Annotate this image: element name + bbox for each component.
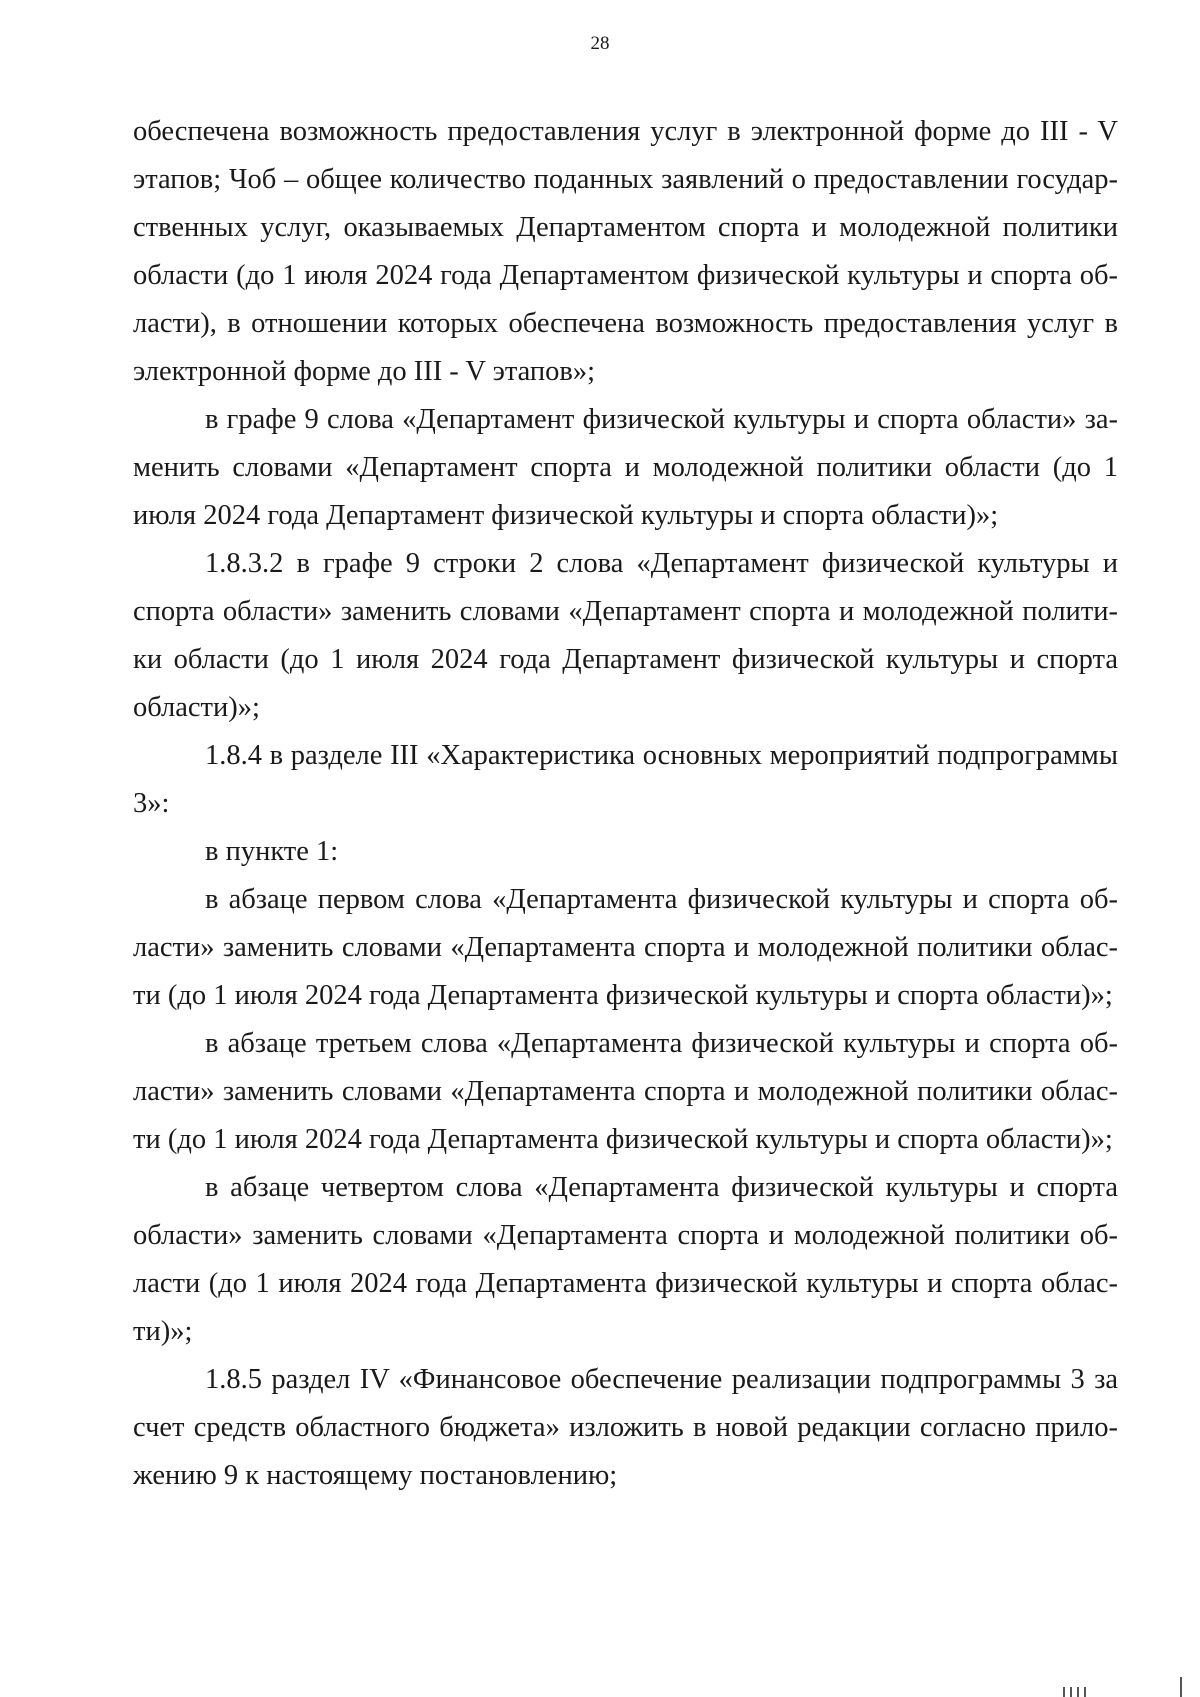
text-line: ти (до 1 июля 2024 года Департамента физической культуры и спорта области)»; <box>133 1124 1113 1155</box>
scan-mark <box>1180 1677 1182 1697</box>
paragraph <box>133 108 1118 396</box>
text-line: ки области (до 1 июля 2024 года Департамент физической культуры и спорта <box>133 644 1118 675</box>
text-line: области)»; <box>133 692 260 723</box>
text-line: ласти» заменить словами «Департамента спорта и молодежной политики облас- <box>133 932 1118 963</box>
text-line: обеспечена возможность предоставления услуг в электронной форме до III - V <box>133 116 1118 147</box>
text-line: этапов; Чоб – общее количество поданных заявлений о предоставлении государ- <box>133 164 1118 195</box>
paragraph <box>133 876 1118 1020</box>
text-line: ласти (до 1 июля 2024 года Департамента физической культуры и спорта облас- <box>133 1268 1118 1299</box>
text-line: июля 2024 года Департамент физической культуры и спорта области)»; <box>133 500 999 531</box>
text-line: ти (до 1 июля 2024 года Департамента физической культуры и спорта области)»; <box>133 980 1113 1011</box>
text-line: менить словами «Департамент спорта и молодежной политики области (до 1 <box>133 452 1118 483</box>
paragraph <box>133 540 1118 732</box>
paragraph <box>133 1020 1118 1164</box>
text-line: 1.8.5 раздел IV «Финансовое обеспечение реализации подпрограммы 3 за <box>205 1364 1118 1395</box>
text-line: области (до 1 июля 2024 года Департаментом физической культуры и спорта об- <box>133 260 1118 291</box>
text-line: в графе 9 слова «Департамент физической культуры и спорта области» за- <box>205 404 1118 435</box>
text-line: области» заменить словами «Департамента спорта и молодежной политики об- <box>133 1220 1118 1251</box>
text-line: в абзаце третьем слова «Департамента физической культуры и спорта об- <box>205 1028 1118 1059</box>
paragraph <box>133 1164 1118 1356</box>
text-line: в абзаце первом слова «Департамента физической культуры и спорта об- <box>205 884 1118 915</box>
paragraph <box>133 396 1118 540</box>
text-line: 1.8.3.2 в графе 9 строки 2 слова «Департамент физической культуры и <box>205 548 1118 579</box>
text-line: 1.8.4 в разделе III «Характеристика основных мероприятий подпрограммы <box>205 740 1118 771</box>
document-body <box>133 108 1118 1500</box>
text-line: 3»: <box>133 788 170 819</box>
text-line: ласти» заменить словами «Департамента спорта и молодежной политики облас- <box>133 1076 1118 1107</box>
paragraph <box>133 828 1118 876</box>
text-line: ласти), в отношении которых обеспечена возможность предоставления услуг в <box>133 308 1118 339</box>
text-line: счет средств областного бюджета» изложить в новой редакции согласно прило- <box>133 1412 1118 1443</box>
paragraph <box>133 1356 1118 1500</box>
text-line: жению 9 к настоящему постановлению; <box>133 1460 618 1491</box>
scan-mark <box>1070 1687 1072 1697</box>
scan-mark <box>1063 1687 1065 1697</box>
text-line: ти)»; <box>133 1316 193 1347</box>
text-line: спорта области» заменить словами «Департамент спорта и молодежной полити- <box>133 596 1118 627</box>
text-line: в абзаце четвертом слова «Департамента физической культуры и спорта <box>205 1172 1118 1203</box>
text-line: ственных услуг, оказываемых Департаментом спорта и молодежной политики <box>133 212 1118 243</box>
text-line: в пункте 1: <box>205 836 339 867</box>
scan-mark <box>1084 1687 1086 1697</box>
paragraph <box>133 732 1118 828</box>
text-line: электронной форме до III - V этапов»; <box>133 356 596 387</box>
scan-mark <box>1077 1687 1079 1697</box>
page-number: 28 <box>590 33 610 54</box>
